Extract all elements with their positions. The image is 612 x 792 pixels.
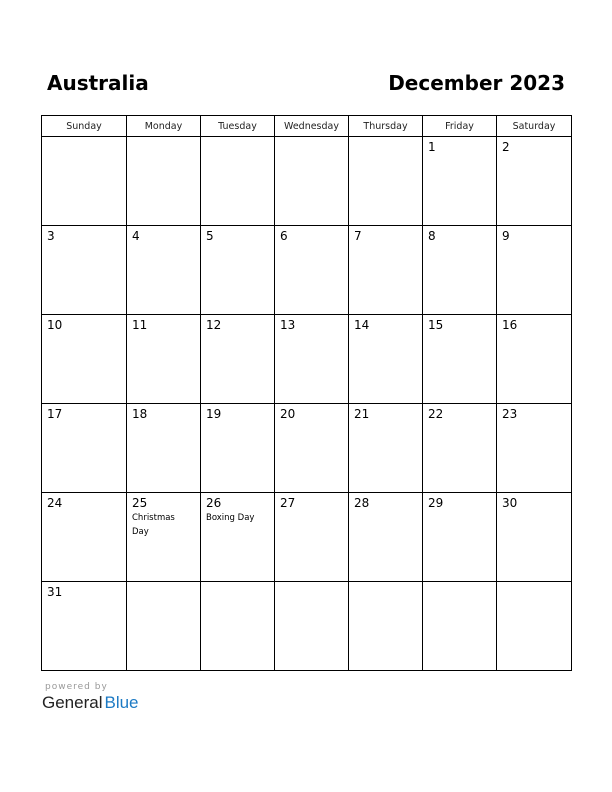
empty-cell	[127, 137, 201, 226]
day-number: 16	[502, 318, 518, 332]
day-cell	[275, 315, 349, 404]
day-cell	[423, 493, 497, 582]
day-number: 23	[502, 407, 518, 421]
week-row	[42, 582, 572, 671]
logo-blue: Blue	[104, 693, 139, 712]
day-cell	[42, 315, 127, 404]
weekday-header: Tuesday	[201, 116, 275, 137]
day-number: 3	[47, 229, 55, 243]
empty-cell	[127, 582, 201, 671]
country-title: Australia	[47, 71, 149, 95]
day-number: 20	[280, 407, 296, 421]
generalblue-logo[interactable]	[42, 693, 139, 713]
day-number: 19	[206, 407, 222, 421]
day-number: 4	[132, 229, 140, 243]
week-row	[42, 404, 572, 493]
powered-by-text: powered by	[45, 682, 108, 692]
day-number: 10	[47, 318, 63, 332]
day-number: 2	[502, 140, 510, 154]
day-cell	[275, 226, 349, 315]
weekday-header: Monday	[127, 116, 201, 137]
day-number: 9	[502, 229, 510, 243]
day-cell	[42, 226, 127, 315]
holiday-label: Christmas Day	[132, 513, 175, 537]
weekday-header-row	[42, 116, 572, 137]
day-cell	[497, 404, 572, 493]
day-number: 22	[428, 407, 444, 421]
day-number: 5	[206, 229, 214, 243]
day-number: 18	[132, 407, 148, 421]
day-cell	[349, 493, 423, 582]
weekday-header: Thursday	[349, 116, 423, 137]
holiday-label: Boxing Day	[206, 513, 255, 523]
day-number: 7	[354, 229, 362, 243]
day-cell	[497, 315, 572, 404]
day-cell	[349, 315, 423, 404]
day-number: 25	[132, 496, 148, 510]
empty-cell	[423, 582, 497, 671]
day-cell	[42, 582, 127, 671]
day-number: 21	[354, 407, 370, 421]
calendar-body	[42, 137, 572, 671]
day-number: 12	[206, 318, 222, 332]
day-cell	[423, 137, 497, 226]
weekday-header: Sunday	[42, 116, 127, 137]
day-cell	[349, 404, 423, 493]
empty-cell	[275, 137, 349, 226]
calendar-grid	[41, 115, 572, 671]
empty-cell	[201, 137, 275, 226]
day-number: 17	[47, 407, 63, 421]
day-cell	[127, 404, 201, 493]
day-cell	[497, 493, 572, 582]
day-cell	[201, 315, 275, 404]
day-number: 30	[502, 496, 518, 510]
week-row	[42, 226, 572, 315]
day-number: 24	[47, 496, 63, 510]
week-row	[42, 137, 572, 226]
day-number: 31	[47, 585, 63, 599]
month-title: December 2023	[388, 71, 565, 95]
day-number: 1	[428, 140, 436, 154]
empty-cell	[201, 582, 275, 671]
day-number: 29	[428, 496, 444, 510]
day-cell	[127, 226, 201, 315]
day-cell	[423, 226, 497, 315]
logo-general: General	[42, 693, 103, 712]
empty-cell	[349, 582, 423, 671]
empty-cell	[497, 582, 572, 671]
week-row	[42, 493, 572, 582]
day-number: 13	[280, 318, 296, 332]
day-cell	[275, 493, 349, 582]
day-cell	[42, 493, 127, 582]
day-cell	[423, 404, 497, 493]
day-cell	[349, 226, 423, 315]
week-row	[42, 315, 572, 404]
weekday-header: Saturday	[497, 116, 572, 137]
day-number: 11	[132, 318, 148, 332]
day-cell	[423, 315, 497, 404]
weekday-header: Wednesday	[275, 116, 349, 137]
day-cell	[201, 493, 275, 582]
day-number: 8	[428, 229, 436, 243]
day-cell	[127, 493, 201, 582]
day-cell	[127, 315, 201, 404]
day-number: 28	[354, 496, 370, 510]
day-cell	[42, 404, 127, 493]
day-cell	[497, 226, 572, 315]
day-number: 27	[280, 496, 296, 510]
day-cell	[497, 137, 572, 226]
empty-cell	[349, 137, 423, 226]
empty-cell	[275, 582, 349, 671]
empty-cell	[42, 137, 127, 226]
day-number: 15	[428, 318, 444, 332]
day-number: 6	[280, 229, 288, 243]
day-number: 26	[206, 496, 222, 510]
day-cell	[201, 404, 275, 493]
day-cell	[201, 226, 275, 315]
day-cell	[275, 404, 349, 493]
weekday-header: Friday	[423, 116, 497, 137]
day-number: 14	[354, 318, 370, 332]
